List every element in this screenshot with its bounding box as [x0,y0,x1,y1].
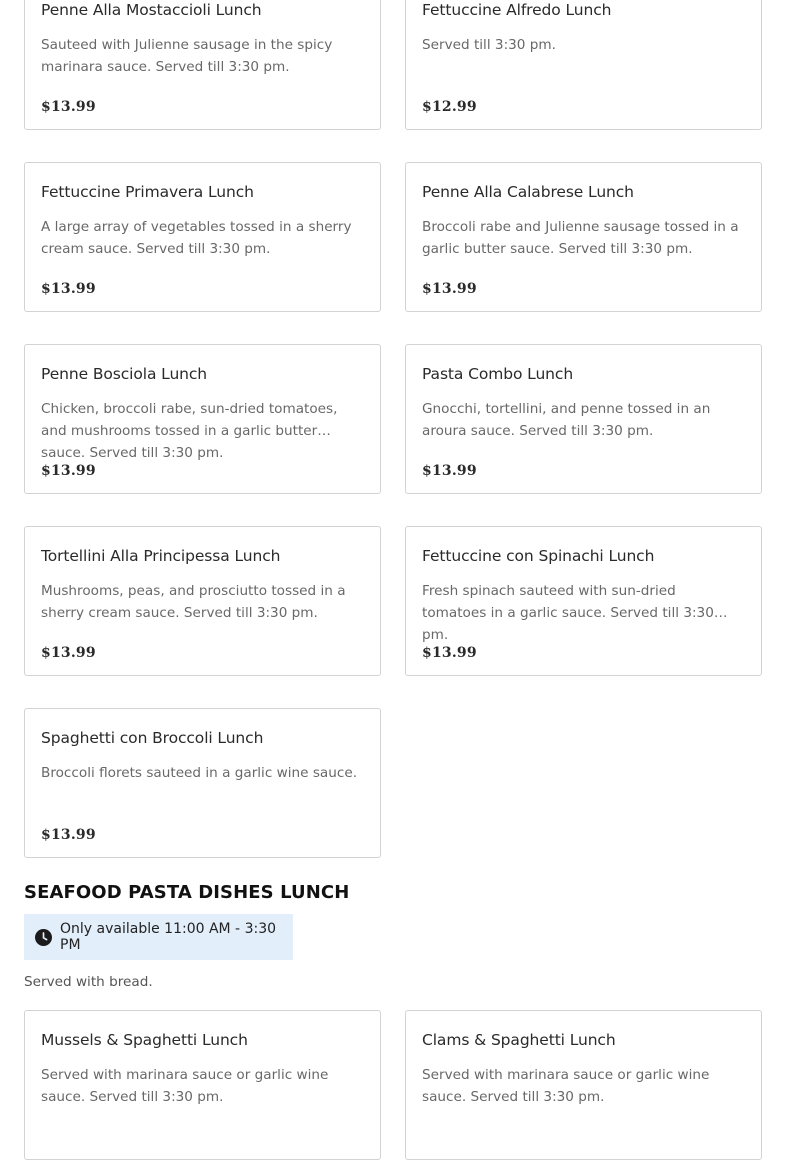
section-title: SEAFOOD PASTA DISHES LUNCH [24,882,350,903]
menu-item-card[interactable] [405,526,762,676]
menu-item-title: Fettuccine Primavera Lunch [41,183,254,201]
menu-item-price: $12.99 [422,99,477,115]
menu-item-card[interactable] [24,162,381,312]
availability-text: Only available 11:00 AM - 3:30 PM [60,921,277,953]
section-note: Served with bread. [24,974,153,990]
menu-item-price: $13.99 [422,281,477,297]
menu-item-description: Chicken, broccoli rabe, sun-dried tomatoes, and mushrooms tossed in a garlic butter sauce. Served till 3:30 pm. [41,401,338,461]
menu-item-title: Mussels & Spaghetti Lunch [41,1031,248,1049]
menu-item-title: Pasta Combo Lunch [422,365,574,383]
menu-item-price: $13.99 [41,645,96,661]
menu-item-description: Sauteed with Julienne sausage in the spicy marinara sauce. Served till 3:30 pm. [41,37,333,75]
menu-item-card[interactable] [24,1010,381,1160]
clock-icon [35,929,52,946]
menu-item-description: Mushrooms, peas, and prosciutto tossed in a sherry cream sauce. Served till 3:30 pm. [41,583,346,621]
menu-item-title: Penne Alla Calabrese Lunch [422,183,634,201]
menu-item-title: Clams & Spaghetti Lunch [422,1031,616,1049]
menu-item-title: Spaghetti con Broccoli Lunch [41,729,264,747]
menu-item-price: $13.99 [41,281,96,297]
menu-item-title: Penne Bosciola Lunch [41,365,208,383]
menu-item-price: $13.99 [422,645,477,661]
menu-item-card[interactable] [405,1010,762,1160]
menu-item-card[interactable] [24,526,381,676]
menu-item-price: $13.99 [41,463,96,479]
availability-banner [24,914,293,960]
menu-item-description: Gnocchi, tortellini, and penne tossed in an aroura sauce. Served till 3:30 pm. [422,401,711,439]
menu-item-title: Penne Alla Mostaccioli Lunch [41,1,262,19]
menu-item-card[interactable] [405,344,762,494]
menu-item-price: $13.99 [41,99,96,115]
menu-item-title: Tortellini Alla Principessa Lunch [41,547,281,565]
menu-item-description: Fresh spinach sauteed with sun-dried tomatoes in a garlic sauce. Served till 3:30 pm. [422,583,714,643]
menu-item-description: Broccoli florets sauteed in a garlic wine sauce. [41,765,358,781]
menu-item-description: A large array of vegetables tossed in a sherry cream sauce. Served till 3:30 pm. [41,219,352,257]
menu-item-card[interactable] [24,708,381,858]
menu-item-price: $13.99 [422,463,477,479]
menu-item-title: Fettuccine Alfredo Lunch [422,1,612,19]
menu-item-title: Fettuccine con Spinachi Lunch [422,547,655,565]
menu-item-card[interactable] [405,162,762,312]
menu-item-price: $13.99 [41,827,96,843]
menu-item-description: Served with marinara sauce or garlic wine sauce. Served till 3:30 pm. [41,1067,329,1105]
menu-item-description: Served with marinara sauce or garlic wine sauce. Served till 3:30 pm. [422,1067,710,1105]
menu-item-description: Broccoli rabe and Julienne sausage tossed in a garlic butter sauce. Served till 3:30 pm. [422,219,739,257]
menu-item-card[interactable] [405,0,762,130]
menu-item-card[interactable] [24,344,381,494]
menu-item-card[interactable] [24,0,381,130]
menu-item-description: Served till 3:30 pm. [422,37,556,53]
